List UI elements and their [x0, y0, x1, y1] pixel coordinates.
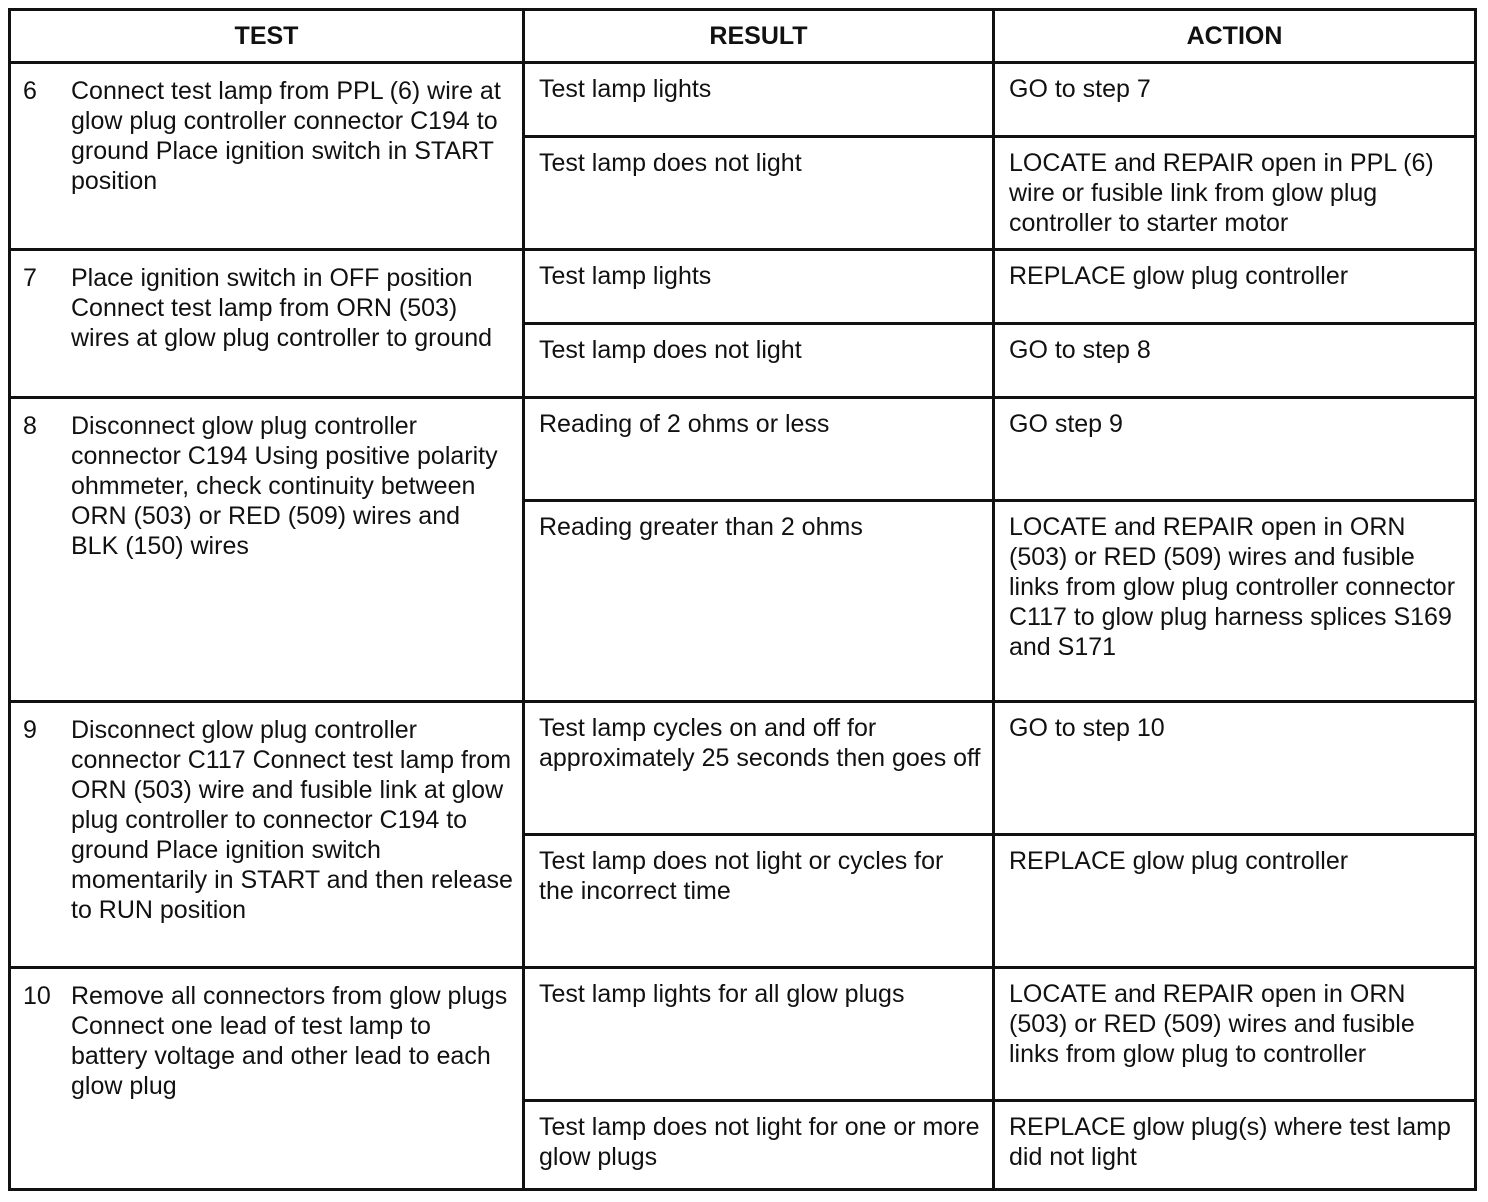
result-cell: Test lamp lights for all glow plugs [524, 968, 994, 1101]
action-cell: GO to step 7 [994, 63, 1476, 137]
step-number: 9 [23, 716, 37, 744]
header-test: TEST [10, 10, 524, 63]
result-cell: Test lamp does not light for one or more glow plugs [524, 1101, 994, 1190]
action-cell: REPLACE glow plug controller [994, 835, 1476, 968]
table-row [10, 63, 1476, 137]
result-cell: Test lamp lights [524, 63, 994, 137]
header-action: ACTION [994, 10, 1476, 63]
test-cell-step-7 [10, 250, 524, 398]
test-cell-step-10 [10, 968, 524, 1190]
step-number: 7 [23, 264, 37, 292]
test-instruction: Disconnect glow plug controller connector C194 Using positive polarity ohmmeter, check continuity between ORN (503) or RED (509) wires and BLK (150) wires [71, 412, 498, 560]
test-instruction: Place ignition switch in OFF position Connect test lamp from ORN (503) wires at glow plug controller to ground [71, 264, 493, 352]
test-cell-step-6 [10, 63, 524, 250]
action-cell: REPLACE glow plug(s) where test lamp did not light [994, 1101, 1476, 1190]
result-cell: Test lamp does not light [524, 324, 994, 398]
header-row [10, 10, 1476, 63]
table-row [10, 398, 1476, 501]
action-cell: GO to step 10 [994, 702, 1476, 835]
action-cell: GO to step 8 [994, 324, 1476, 398]
diagnostic-table [8, 8, 1477, 1191]
table-row [10, 702, 1476, 835]
header-result: RESULT [524, 10, 994, 63]
result-cell: Reading greater than 2 ohms [524, 501, 994, 702]
table-row [10, 250, 1476, 324]
test-cell-step-8 [10, 398, 524, 702]
result-cell: Test lamp does not light or cycles for the incorrect time [524, 835, 994, 968]
test-instruction: Connect test lamp from PPL (6) wire at glow plug controller connector C194 to ground Place ignition switch in START position [71, 77, 501, 195]
step-number: 6 [23, 77, 37, 105]
action-cell: LOCATE and REPAIR open in ORN (503) or RED (509) wires and fusible links from glow plug controller connector C117 to glow plug harness splices S169 and S171 [994, 501, 1476, 702]
action-cell: LOCATE and REPAIR open in PPL (6) wire or fusible link from glow plug controller to starter motor [994, 137, 1476, 250]
action-cell: LOCATE and REPAIR open in ORN (503) or RED (509) wires and fusible links from glow plug to controller [994, 968, 1476, 1101]
result-cell: Test lamp does not light [524, 137, 994, 250]
action-cell: REPLACE glow plug controller [994, 250, 1476, 324]
step-number: 10 [23, 982, 51, 1010]
table-row [10, 968, 1476, 1101]
result-cell: Test lamp lights [524, 250, 994, 324]
test-instruction: Remove all connectors from glow plugs Connect one lead of test lamp to battery voltage and other lead to each glow plug [71, 982, 508, 1100]
test-instruction: Disconnect glow plug controller connector C117 Connect test lamp from ORN (503) wire and fusible link at glow plug controller to connector C194 to ground Place ignition switch momentarily in START and then release to RUN position [71, 716, 513, 924]
step-number: 8 [23, 412, 37, 440]
result-cell: Reading of 2 ohms or less [524, 398, 994, 501]
action-cell: GO step 9 [994, 398, 1476, 501]
test-cell-step-9 [10, 702, 524, 968]
result-cell: Test lamp cycles on and off for approximately 25 seconds then goes off [524, 702, 994, 835]
